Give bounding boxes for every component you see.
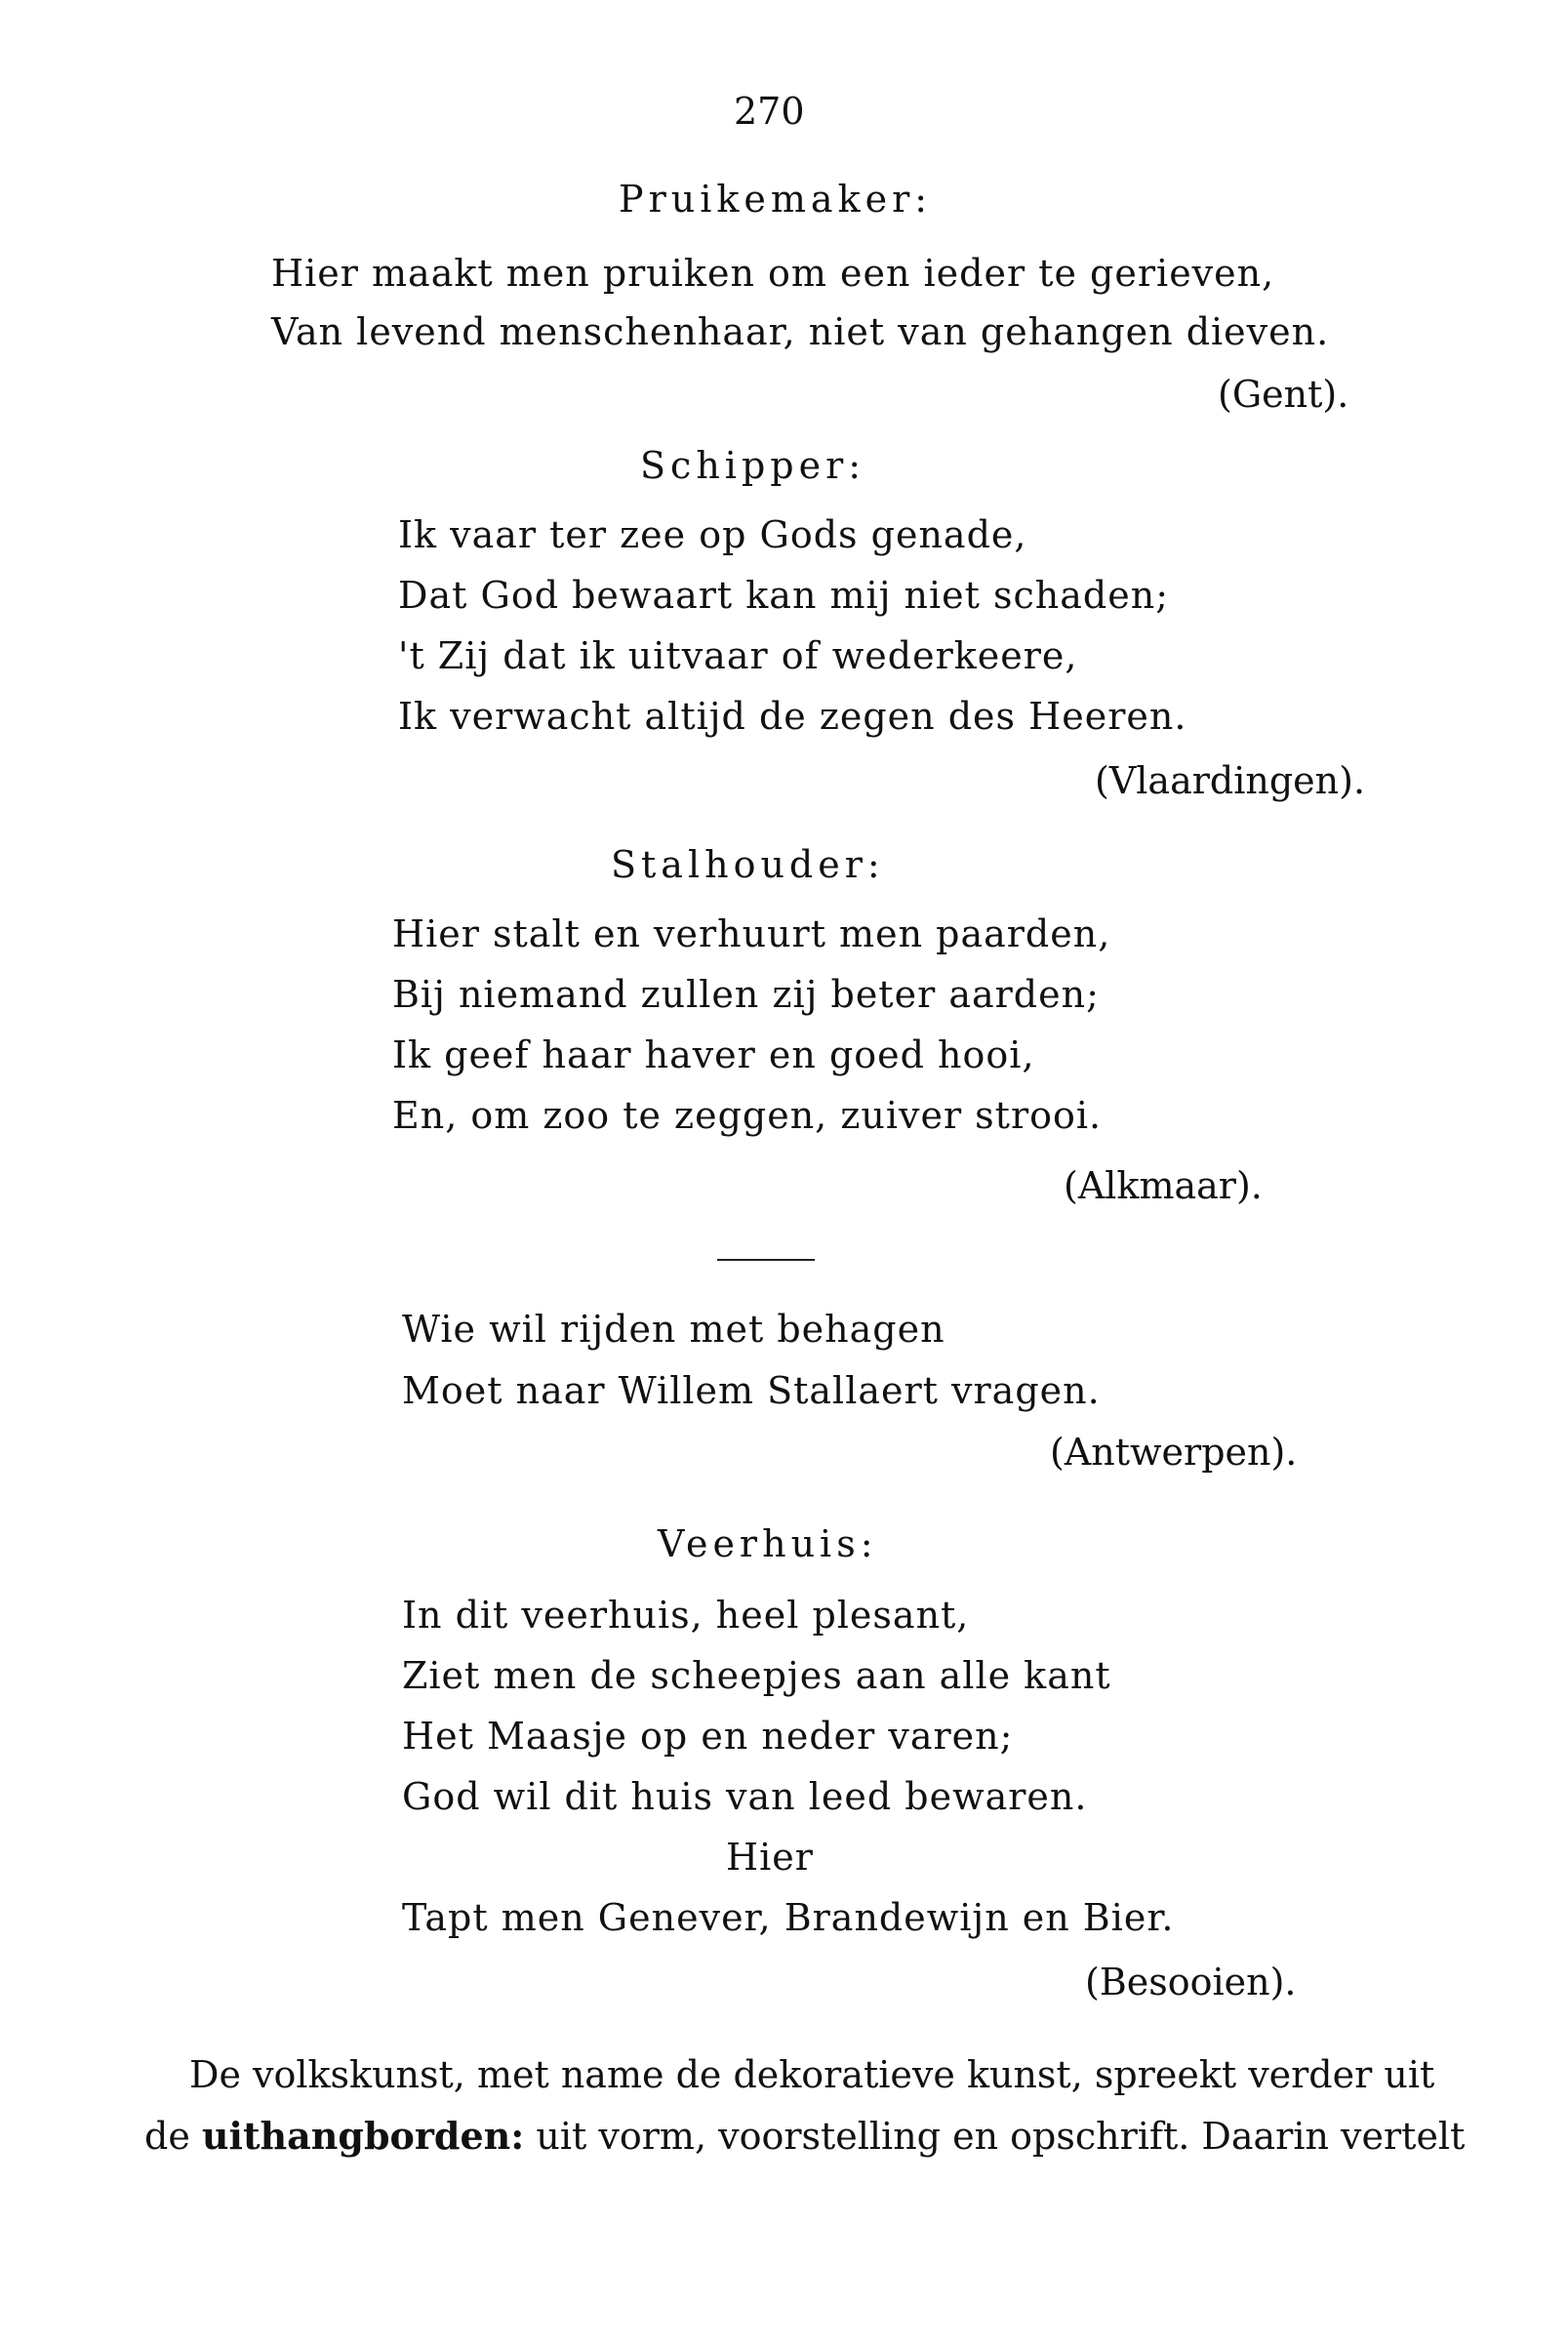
verse-line: Hier stalt en verhuurt men paarden,	[392, 912, 1111, 955]
section-heading: Schipper:	[640, 444, 866, 487]
verse-line: 't Zij dat ik uitvaar of wederkeere,	[398, 634, 1078, 677]
section-divider	[717, 1259, 815, 1261]
place-attribution: (Alkmaar).	[1064, 1164, 1263, 1207]
prose-line	[144, 2114, 1465, 2158]
place-attribution: (Gent).	[1218, 373, 1349, 416]
verse-line: En, om zoo te zeggen, zuiver strooi.	[392, 1094, 1103, 1137]
verse-line: Ik verwacht altijd de zegen des Heeren.	[398, 695, 1187, 738]
page-number: 270	[734, 90, 805, 133]
verse-line-centered: Hier	[726, 1836, 814, 1879]
prose-text: uit vorm, voorstelling en opschrift. Daarin vertelt	[536, 2115, 1466, 2158]
verse-line: Ziet men de scheepjes aan alle kant	[402, 1654, 1111, 1697]
place-attribution: (Besooien).	[1085, 1961, 1297, 2003]
verse-line: Dat God bewaart kan mij niet schaden;	[398, 574, 1170, 617]
verse-line: Ik vaar ter zee op Gods genade,	[398, 513, 1027, 556]
verse-line: Ik geef haar haver en goed hooi,	[392, 1033, 1035, 1076]
verse-line: Moet naar Willem Stallaert vragen.	[402, 1369, 1101, 1412]
verse-line: In dit veerhuis, heel plesant,	[402, 1594, 970, 1637]
verse-line: Bij niemand zullen zij beter aarden;	[392, 973, 1100, 1016]
place-attribution: (Vlaardingen).	[1095, 759, 1366, 802]
verse-line: Van levend menschenhaar, niet van gehangen dieven.	[271, 310, 1330, 353]
section-heading: Stalhouder:	[611, 843, 885, 886]
prose-word: de	[144, 2115, 190, 2158]
verse-line: Tapt men Genever, Brandewijn en Bier.	[402, 1896, 1175, 1939]
verse-line: Hier maakt men pruiken om een ieder te gerieven,	[271, 252, 1275, 295]
verse-line: Wie wil rijden met behagen	[402, 1308, 945, 1351]
prose-line: De volkskunst, met name de dekoratieve kunst, spreekt verder uit	[189, 2053, 1435, 2096]
section-heading: Pruikemaker:	[619, 178, 933, 221]
verse-line: God wil dit huis van leed bewaren.	[402, 1775, 1088, 1818]
verse-line: Het Maasje op en neder varen;	[402, 1715, 1014, 1758]
emphasized-term: uithangborden:	[201, 2114, 525, 2158]
section-heading: Veerhuis:	[658, 1522, 878, 1565]
place-attribution: (Antwerpen).	[1050, 1431, 1298, 1474]
